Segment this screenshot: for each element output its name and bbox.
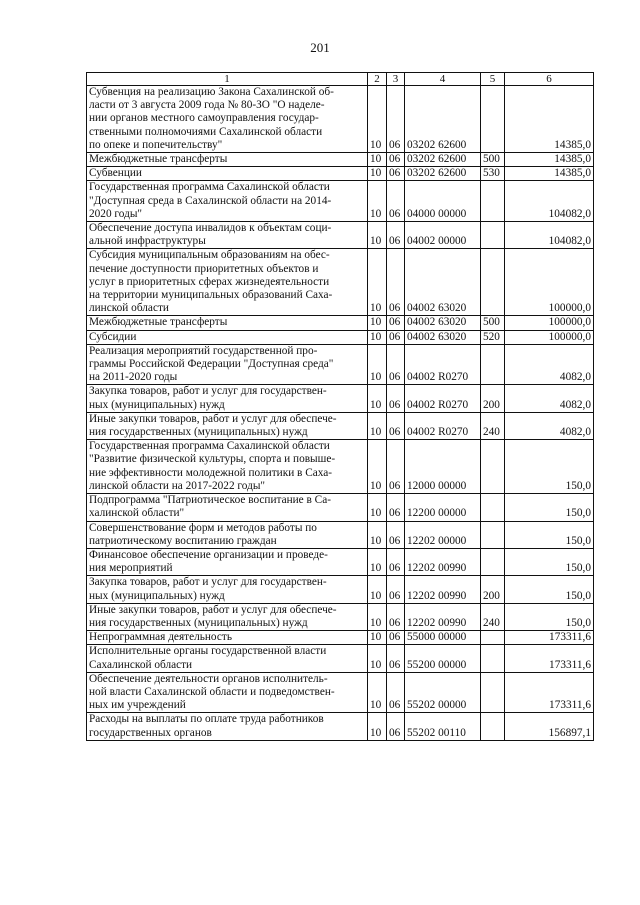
row-name-cell: Исполнительные органы государственной власти Сахалинской области [87,645,368,672]
row-csr-cell: 04002 R0270 [405,385,481,412]
row-type-cell [481,631,505,645]
row-name-cell: Непрограммная деятельность [87,631,368,645]
row-type-cell: 200 [481,576,505,603]
row-section-cell: 10 [368,713,387,740]
row-csr-cell: 12202 00000 [405,521,481,548]
row-csr-cell: 04002 63020 [405,249,481,316]
row-type-cell: 240 [481,412,505,439]
row-section-cell: 10 [368,344,387,385]
row-amount-cell: 104082,0 [505,181,594,222]
row-section-cell: 10 [368,631,387,645]
row-section-cell: 10 [368,521,387,548]
header-col-6: 6 [505,73,594,86]
table-row [87,153,594,167]
row-amount-cell: 14385,0 [505,153,594,167]
row-amount-cell: 173311,6 [505,672,594,713]
row-csr-cell: 04002 R0270 [405,412,481,439]
row-name-cell: Межбюджетные трансферты [87,153,368,167]
row-csr-cell: 55202 00000 [405,672,481,713]
row-subsection-cell: 06 [387,440,405,494]
row-csr-cell: 12200 00000 [405,494,481,521]
table-row [87,672,594,713]
row-name-cell: Субсидии [87,330,368,344]
row-section-cell: 10 [368,494,387,521]
row-subsection-cell: 06 [387,181,405,222]
row-amount-cell: 14385,0 [505,167,594,181]
row-section-cell: 10 [368,153,387,167]
row-name-cell: Иные закупки товаров, работ и услуг для обеспече- ния государственных (муниципальных) нужд [87,603,368,630]
row-amount-cell: 173311,6 [505,645,594,672]
table-row [87,222,594,249]
row-name-cell: Подпрограмма "Патриотическое воспитание в Са- халинской области" [87,494,368,521]
row-subsection-cell: 06 [387,249,405,316]
row-type-cell [481,249,505,316]
row-subsection-cell: 06 [387,153,405,167]
row-section-cell: 10 [368,385,387,412]
row-name-cell: Совершенствование форм и методов работы по патриотическому воспитанию граждан [87,521,368,548]
row-csr-cell: 55000 00000 [405,631,481,645]
row-subsection-cell: 06 [387,645,405,672]
row-name-cell: Обеспечение деятельности органов исполнитель- ной власти Сахалинской области и подведомствен- ных им учреждений [87,672,368,713]
row-section-cell: 10 [368,249,387,316]
row-type-cell [481,672,505,713]
row-amount-cell: 100000,0 [505,330,594,344]
row-subsection-cell: 06 [387,86,405,153]
table-row [87,330,594,344]
row-amount-cell: 173311,6 [505,631,594,645]
row-section-cell: 10 [368,181,387,222]
row-csr-cell: 04002 R0270 [405,344,481,385]
row-name-cell: Иные закупки товаров, работ и услуг для обеспече- ния государственных (муниципальных) нужд [87,412,368,439]
row-amount-cell: 150,0 [505,440,594,494]
table-row [87,316,594,330]
row-csr-cell: 12202 00990 [405,548,481,575]
row-amount-cell: 4082,0 [505,385,594,412]
row-amount-cell: 4082,0 [505,344,594,385]
table-header-row [87,73,594,86]
row-type-cell [481,440,505,494]
budget-table [86,72,594,741]
row-type-cell [481,521,505,548]
row-csr-cell: 04002 63020 [405,316,481,330]
row-subsection-cell: 06 [387,521,405,548]
table-row [87,385,594,412]
table-row [87,344,594,385]
row-type-cell: 520 [481,330,505,344]
row-type-cell: 240 [481,603,505,630]
row-subsection-cell: 06 [387,713,405,740]
page-number: 201 [310,40,330,55]
row-amount-cell: 150,0 [505,576,594,603]
row-subsection-cell: 06 [387,603,405,630]
row-subsection-cell: 06 [387,330,405,344]
row-name-cell: Расходы на выплаты по оплате труда работников государственных органов [87,713,368,740]
row-csr-cell: 12000 00000 [405,440,481,494]
row-subsection-cell: 06 [387,548,405,575]
row-amount-cell: 100000,0 [505,249,594,316]
row-type-cell [481,548,505,575]
row-type-cell: 530 [481,167,505,181]
row-subsection-cell: 06 [387,344,405,385]
row-section-cell: 10 [368,222,387,249]
table-row [87,631,594,645]
row-subsection-cell: 06 [387,222,405,249]
row-amount-cell: 150,0 [505,603,594,630]
row-subsection-cell: 06 [387,672,405,713]
row-csr-cell: 03202 62600 [405,153,481,167]
header-col-1: 1 [87,73,368,86]
row-type-cell: 500 [481,316,505,330]
row-csr-cell: 12202 00990 [405,603,481,630]
row-amount-cell: 150,0 [505,548,594,575]
table-row [87,494,594,521]
row-section-cell: 10 [368,603,387,630]
row-name-cell: Финансовое обеспечение организации и проведе- ния мероприятий [87,548,368,575]
table-row [87,181,594,222]
row-type-cell [481,645,505,672]
row-type-cell [481,713,505,740]
row-section-cell: 10 [368,576,387,603]
table-row [87,249,594,316]
row-type-cell [481,181,505,222]
table-row [87,412,594,439]
row-csr-cell: 03202 62600 [405,167,481,181]
row-amount-cell: 156897,1 [505,713,594,740]
row-name-cell: Межбюджетные трансферты [87,316,368,330]
row-name-cell: Субсидия муниципальным образованиям на обес- печение доступности приоритетных объектов и услуг в приоритетных сферах жизнедеятельности на территории муниципальных образований Саха- линской области [87,249,368,316]
table-body [87,86,594,741]
row-name-cell: Субвенция на реализацию Закона Сахалинской об- ласти от 3 августа 2009 года № 80-ЗО "О наделе- нии органов местного самоуправления государ- ственными полномочиями Сахалинской области по опеке и попечительству" [87,86,368,153]
row-name-cell: Реализация мероприятий государственной про- граммы Российской Федерации "Доступная среда" на 2011-2020 годы [87,344,368,385]
table-row [87,576,594,603]
row-section-cell: 10 [368,548,387,575]
row-name-cell: Субвенции [87,167,368,181]
row-section-cell: 10 [368,86,387,153]
row-csr-cell: 03202 62600 [405,86,481,153]
row-name-cell: Закупка товаров, работ и услуг для государствен- ных (муниципальных) нужд [87,576,368,603]
row-name-cell: Обеспечение доступа инвалидов к объектам соци- альной инфраструктуры [87,222,368,249]
table-row [87,603,594,630]
row-section-cell: 10 [368,412,387,439]
row-csr-cell: 04002 00000 [405,222,481,249]
table-row [87,521,594,548]
row-subsection-cell: 06 [387,316,405,330]
table-row [87,548,594,575]
row-section-cell: 10 [368,672,387,713]
row-csr-cell: 04000 00000 [405,181,481,222]
row-type-cell: 200 [481,385,505,412]
row-name-cell: Закупка товаров, работ и услуг для государствен- ных (муниципальных) нужд [87,385,368,412]
table-row [87,86,594,153]
row-type-cell [481,222,505,249]
table-row [87,713,594,740]
row-type-cell [481,86,505,153]
row-csr-cell: 12202 00990 [405,576,481,603]
row-section-cell: 10 [368,440,387,494]
row-subsection-cell: 06 [387,385,405,412]
row-amount-cell: 100000,0 [505,316,594,330]
row-csr-cell: 55200 00000 [405,645,481,672]
row-type-cell: 500 [481,153,505,167]
row-name-cell: Государственная программа Сахалинской области "Доступная среда в Сахалинской области на 2014- 2020 годы" [87,181,368,222]
row-type-cell [481,344,505,385]
row-name-cell: Государственная программа Сахалинской области "Развитие физической культуры, спорта и повыше- ние эффективности молодежной политики в Саха- линской области на 2017-2022 годы" [87,440,368,494]
row-section-cell: 10 [368,316,387,330]
row-subsection-cell: 06 [387,412,405,439]
row-csr-cell: 55202 00110 [405,713,481,740]
row-subsection-cell: 06 [387,167,405,181]
table-row [87,167,594,181]
row-amount-cell: 150,0 [505,494,594,521]
row-subsection-cell: 06 [387,576,405,603]
header-col-2: 2 [368,73,387,86]
header-col-4: 4 [405,73,481,86]
row-section-cell: 10 [368,330,387,344]
row-subsection-cell: 06 [387,494,405,521]
row-section-cell: 10 [368,167,387,181]
row-amount-cell: 150,0 [505,521,594,548]
table-row [87,645,594,672]
row-subsection-cell: 06 [387,631,405,645]
header-col-3: 3 [387,73,405,86]
row-amount-cell: 104082,0 [505,222,594,249]
row-type-cell [481,494,505,521]
row-amount-cell: 4082,0 [505,412,594,439]
row-csr-cell: 04002 63020 [405,330,481,344]
header-col-5: 5 [481,73,505,86]
row-amount-cell: 14385,0 [505,86,594,153]
row-section-cell: 10 [368,645,387,672]
table-row [87,440,594,494]
